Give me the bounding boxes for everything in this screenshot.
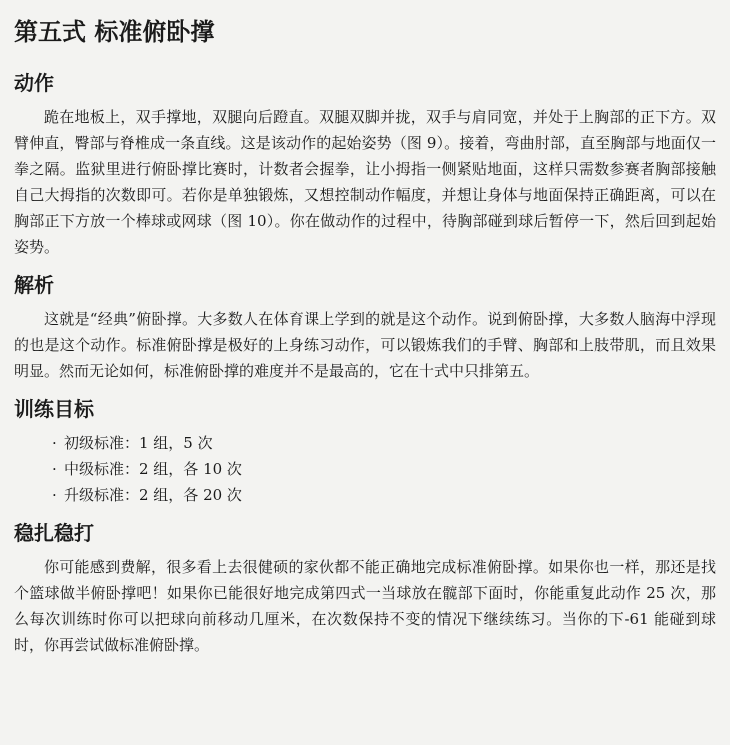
goal-advanced: 升级标准：2 组，各 20 次	[64, 486, 242, 504]
list-item	[52, 482, 716, 508]
bullet-icon: ·	[52, 460, 57, 478]
goal-beginner: 初级标准：1 组，5 次	[64, 434, 213, 452]
section-text-analysis: 这就是“经典”俯卧撑。大多数人在体育课上学到的就是这个动作。说到俯卧撑，大多数人脑海中浮现的也是这个动作。标准俯卧撑是极好的上身练习动作，可以锻炼我们的手臂、胸部和上肢带肌，而且效果明显。然而无论如何，标准俯卧撑的难度并不是最高的，它在十式中只排第五。	[14, 310, 716, 380]
goal-intermediate: 中级标准：2 组，各 10 次	[64, 460, 242, 478]
section-heading-analysis: 解析	[14, 273, 54, 297]
list-item	[52, 456, 716, 482]
section-heading-action: 动作	[14, 71, 54, 95]
section-text-steady: 你可能感到费解，很多看上去很健硕的家伙都不能正确地完成标准俯卧撑。如果你也一样，那还是找个篮球做半俯卧撑吧！如果你已能很好地完成第四式一当球放在髋部下面时，你能重复此动作 25 次，那么每次训练时你可以把球向前移动几厘米，在次数保持不变的情况下继续练习。当你的下-61 能碰到球时，你再尝试做标准俯卧撑。	[14, 558, 716, 654]
bullet-icon: ·	[52, 486, 57, 504]
section-text-action: 跪在地板上，双手撑地，双腿向后蹬直。双腿双脚并拢，双手与肩同宽，并处于上胸部的正下方。双臂伸直，臀部与脊椎成一条直线。这是该动作的起始姿势（图 9）。接着，弯曲肘部，直至胸部与地面仅一拳之隔。监狱里进行俯卧撑比赛时，计数者会握拳，让小拇指一侧紧贴地面，这样只需数参赛者胸部接触自己大拇指的次数即可。若你是单独锻炼，又想控制动作幅度，并想让身体与地面保持正确距离，可以在胸部正下方放一个棒球或网球（图 10）。你在做动作的过程中，待胸部碰到球后暂停一下，然后回到起始姿势。	[14, 108, 716, 256]
page-title: 第五式 标准俯卧撑	[14, 18, 215, 46]
section-heading-steady: 稳扎稳打	[14, 521, 94, 545]
goals-list	[14, 430, 716, 508]
section-heading-goals: 训练目标	[14, 397, 94, 421]
list-item	[52, 430, 716, 456]
bullet-icon: ·	[52, 434, 57, 452]
